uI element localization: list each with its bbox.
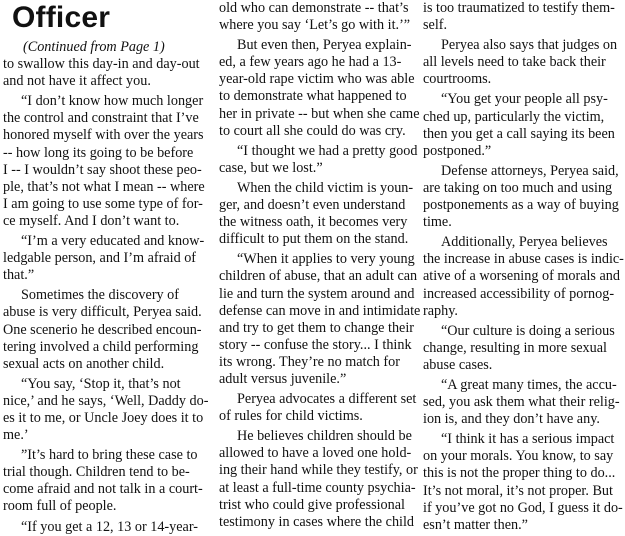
text-line: at least a full-time county psychia- — [219, 479, 416, 496]
text-line: and not have it affect you. — [3, 73, 151, 90]
text-line: It’s not moral, it’s not proper. But — [423, 482, 613, 499]
text-line: es it to me, or Uncle Joey does it to — [3, 409, 204, 426]
article-paragraph — [219, 37, 418, 140]
text-line: Defense attorneys, Peryea said, — [441, 162, 619, 179]
article-paragraph — [3, 447, 208, 515]
text-line: allowed to have a loved one hold- — [219, 445, 412, 462]
article-column-1 — [3, 0, 208, 536]
text-line: me.’ — [3, 427, 29, 444]
text-line: I -- I wouldn’t say shoot these peo- — [3, 161, 202, 178]
text-line: -- how long its going to be before — [3, 144, 194, 161]
text-line: on your morals. You know, to say — [423, 448, 614, 465]
text-line: “When it applies to very young — [237, 251, 415, 268]
article-paragraph — [219, 251, 421, 388]
text-line: Peryea also says that judges on — [441, 37, 618, 54]
text-line: are taking on too much and using — [423, 179, 613, 196]
text-line: year-old rape victim who was able — [219, 71, 415, 88]
text-line: esn’t matter then.” — [423, 516, 528, 533]
article-paragraph — [423, 377, 622, 428]
article-column-3 — [423, 0, 622, 534]
text-line: ple, that’s not what I mean -- where — [3, 178, 205, 195]
text-line: postponed.” — [423, 142, 492, 159]
text-line: ce myself. And I don’t want to. — [3, 212, 180, 229]
text-line: ched up, particularly the victim, — [423, 108, 605, 125]
article-paragraph — [3, 376, 208, 444]
text-line: Peryea advocates a different set — [237, 391, 417, 408]
text-line: “I thought we had a pretty good — [237, 142, 418, 159]
article-paragraph — [423, 431, 622, 534]
text-line: “Our culture is doing a serious — [441, 322, 615, 339]
text-line: if you’ve got no God, I guess it do- — [423, 499, 623, 516]
text-line: “A great many times, the accu- — [441, 376, 617, 393]
article-paragraph — [423, 0, 622, 34]
text-line: self. — [423, 17, 448, 34]
text-line: “You get your people all psy- — [441, 91, 608, 108]
text-line: her in private -- but when she came — [219, 105, 420, 122]
text-line: ledgable person, and I’m afraid of — [3, 250, 197, 267]
text-line: nice,’ and he says, ‘Well, Daddy do- — [3, 392, 209, 409]
text-line: of rules for child victims. — [219, 408, 363, 425]
text-line: where you say ‘Let’s go with it.’” — [219, 17, 411, 34]
text-line: then you get a call saying its been — [423, 125, 615, 142]
text-line: room full of people. — [3, 498, 117, 515]
text-line: “You say, ‘Stop it, that’s not — [21, 375, 181, 392]
text-line: I am going to use some type of for- — [3, 195, 203, 212]
text-line: When the child victim is youn- — [237, 179, 414, 196]
text-line: case, but we lost.” — [219, 159, 323, 176]
text-line: lie and turn the system around and — [219, 285, 415, 302]
text-line: story -- confuse the story... I think — [219, 336, 412, 353]
article-paragraph — [219, 143, 418, 177]
text-line: that.” — [3, 267, 35, 284]
text-line: children of abuse, that an adult can — [219, 268, 418, 285]
text-line: to demonstrate what happened to — [219, 88, 407, 105]
text-line: “I’m a very educated and know- — [21, 233, 205, 250]
text-line: and try to get them to change their — [219, 319, 415, 336]
text-line: its wrong. They’re no match for — [219, 353, 400, 370]
article-paragraph — [3, 56, 208, 90]
text-line: to court all she could do was cry. — [219, 122, 406, 139]
text-line: trist who could give professional — [219, 496, 405, 513]
text-line: ”It’s hard to bring these case to — [21, 447, 198, 464]
text-line: One scenerio he described encoun- — [3, 321, 202, 338]
article-paragraph — [423, 37, 622, 88]
article-paragraph — [219, 428, 418, 531]
text-line: ative of a worsening of morals and — [423, 268, 620, 285]
text-line: is too traumatized to testify them- — [423, 0, 615, 16]
text-line: sexual acts on another child. — [3, 355, 165, 372]
column-2-body — [219, 0, 421, 531]
text-line: He believes children should be — [237, 428, 412, 445]
text-line: time. — [423, 214, 452, 231]
text-line: increased accessibility of pornog- — [423, 285, 615, 302]
article-paragraph — [219, 391, 418, 425]
text-line: testimony in cases where the child — [219, 513, 415, 530]
text-line: sed, you ask them what their relig- — [423, 394, 620, 411]
text-line: change, resulting in more sexual — [423, 339, 607, 356]
text-line: “I don’t know how much longer — [21, 93, 204, 110]
text-line: tering involved a child performing — [3, 338, 199, 355]
text-line: trial though. Children tend to be- — [3, 464, 190, 481]
text-line: the increase in abuse cases is indic- — [423, 251, 624, 268]
article-paragraph — [3, 93, 208, 230]
article-paragraph — [423, 91, 622, 159]
text-line: abuse cases. — [423, 356, 493, 373]
article-paragraph — [219, 180, 418, 248]
column-1-body — [3, 56, 208, 536]
text-line: abuse is very difficult, Peryea said. — [3, 304, 202, 321]
article-paragraph — [3, 287, 208, 372]
text-line: old who can demonstrate -- that’s — [219, 0, 409, 16]
text-line: to swallow this day-in and day-out — [3, 56, 200, 73]
article-paragraph — [423, 323, 622, 374]
article-paragraph — [423, 234, 622, 319]
text-line: “I think it has a serious impact — [441, 431, 615, 448]
text-line: honored myself with over the years — [3, 127, 204, 144]
article-paragraph — [3, 233, 208, 284]
article-column-2 — [219, 0, 421, 531]
text-line: come afraid and not talk in a court- — [3, 481, 203, 498]
article-paragraph — [219, 0, 418, 34]
text-line: difficult to put them on the stand. — [219, 231, 409, 248]
text-line: this is not the proper thing to do... — [423, 465, 616, 482]
text-line: all levels need to take back their — [423, 54, 606, 71]
text-line: courtrooms. — [423, 71, 492, 88]
text-line: defense can move in and intimidate — [219, 302, 421, 319]
text-line: ion is, and they don’t have any. — [423, 411, 600, 428]
text-line: ger, and doesn’t even understand — [219, 197, 406, 214]
continued-note: (Continued from Page 1) — [23, 39, 165, 55]
text-line: ed, a few years ago he had a 13- — [219, 54, 402, 71]
text-line: But even then, Peryea explain- — [237, 37, 412, 54]
column-3-body — [423, 0, 622, 534]
text-line: “If you get a 12, 13 or 14-year- — [21, 518, 198, 535]
text-line: raphy. — [423, 302, 458, 319]
article-paragraph — [3, 519, 208, 536]
text-line: the control and constraint that I’ve — [3, 110, 199, 127]
text-line: Sometimes the discovery of — [21, 287, 180, 304]
text-line: the witness oath, it becomes very — [219, 214, 408, 231]
text-line: adult versus juvenile.” — [219, 370, 347, 387]
article-paragraph — [423, 163, 622, 231]
article-headline: Officer — [12, 1, 111, 34]
text-line: postponements as a way of buying — [423, 197, 619, 214]
text-line: Additionally, Peryea believes — [441, 234, 608, 251]
text-line: ing their hand while they testify, or — [219, 462, 418, 479]
